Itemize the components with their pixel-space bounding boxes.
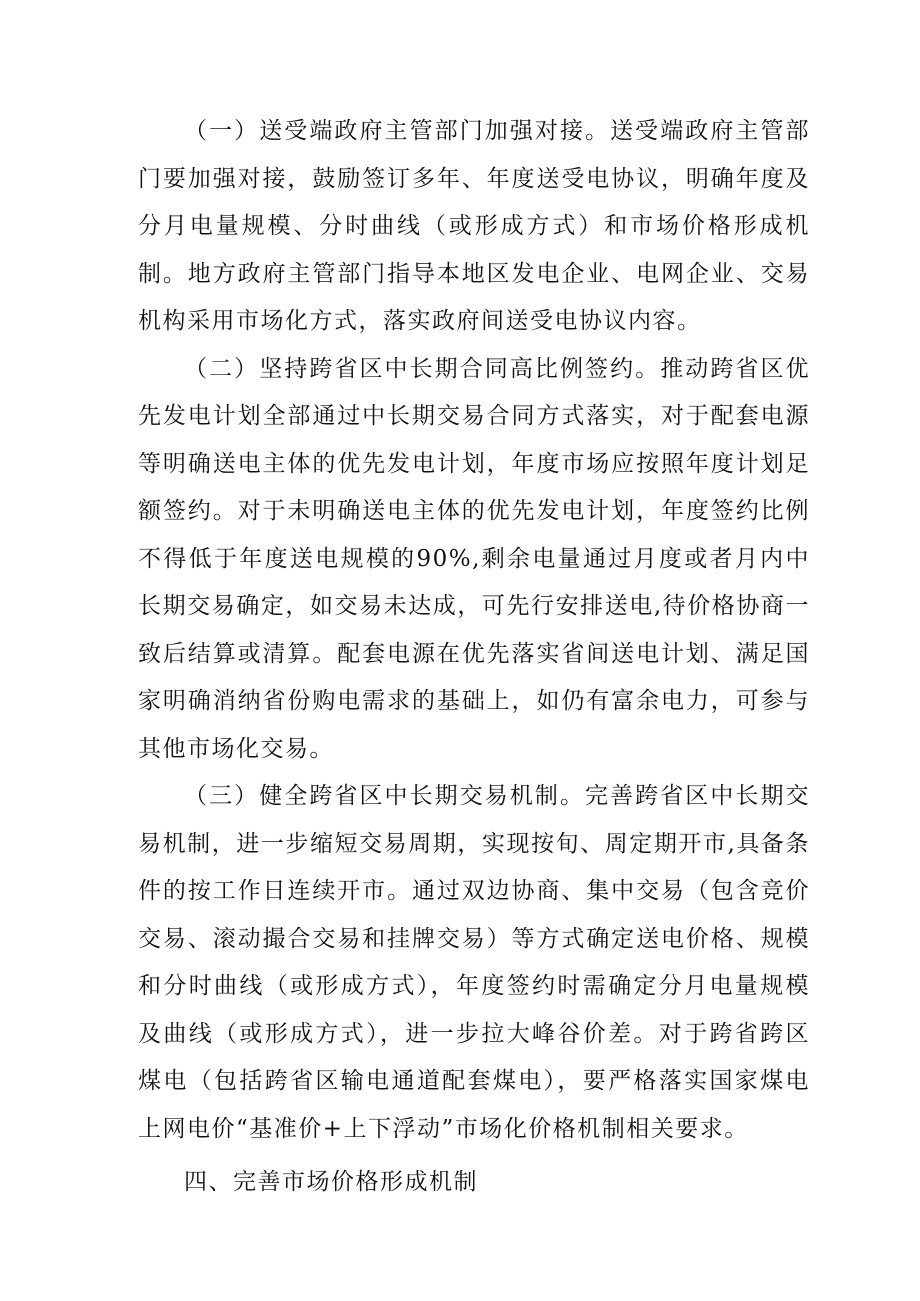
paragraph-2: （二）坚持跨省区中长期合同高比例签约。推动跨省区优先发电计划全部通过中长期交易合同方式落实，对于配套电源等明确送电主体的优先发电计划，年度市场应按照年度计划足额签约。对于未明确送电主体的优先发电计划，年度签约比例不得低于年度送电规模的90%,剩余电量通过月度或者月内中长期交易确定，如交易未达成，可先行安排送电,待价格协商一致后结算或清算。配套电源在优先落实省间送电计划、满足国家明确消纳省份购电需求的基础上，如仍有富余电力，可参与其他市场化交易。 xyxy=(138,355,810,762)
paragraph-1: （一）送受端政府主管部门加强对接。送受端政府主管部门要加强对接，鼓励签订多年、年度送受电协议，明确年度及分月电量规模、分时曲线（或形成方式）和市场价格形成机制。地方政府主管部门指导本地区发电企业、电网企业、交易机构采用市场化方式，落实政府间送受电协议内容。 xyxy=(138,118,810,334)
document-page xyxy=(138,108,810,1207)
section-heading: 四、完善市场价格形成机制 xyxy=(184,1169,478,1195)
paragraph-3: （三）健全跨省区中长期交易机制。完善跨省区中长期交易机制，进一步缩短交易周期，实现按旬、周定期开市,具备条件的按工作日连续开市。通过双边协商、集中交易（包含竞价交易、滚动撮合交易和挂牌交易）等方式确定送电价格、规模和分时曲线（或形成方式），年度签约时需确定分月电量规模及曲线（或形成方式），进一步拉大峰谷价差。对于跨省跨区煤电（包括跨省区输电通道配套煤电），要严格落实国家煤电上网电价“基准价+上下浮动”市场化价格机制相关要求。 xyxy=(138,783,810,1142)
